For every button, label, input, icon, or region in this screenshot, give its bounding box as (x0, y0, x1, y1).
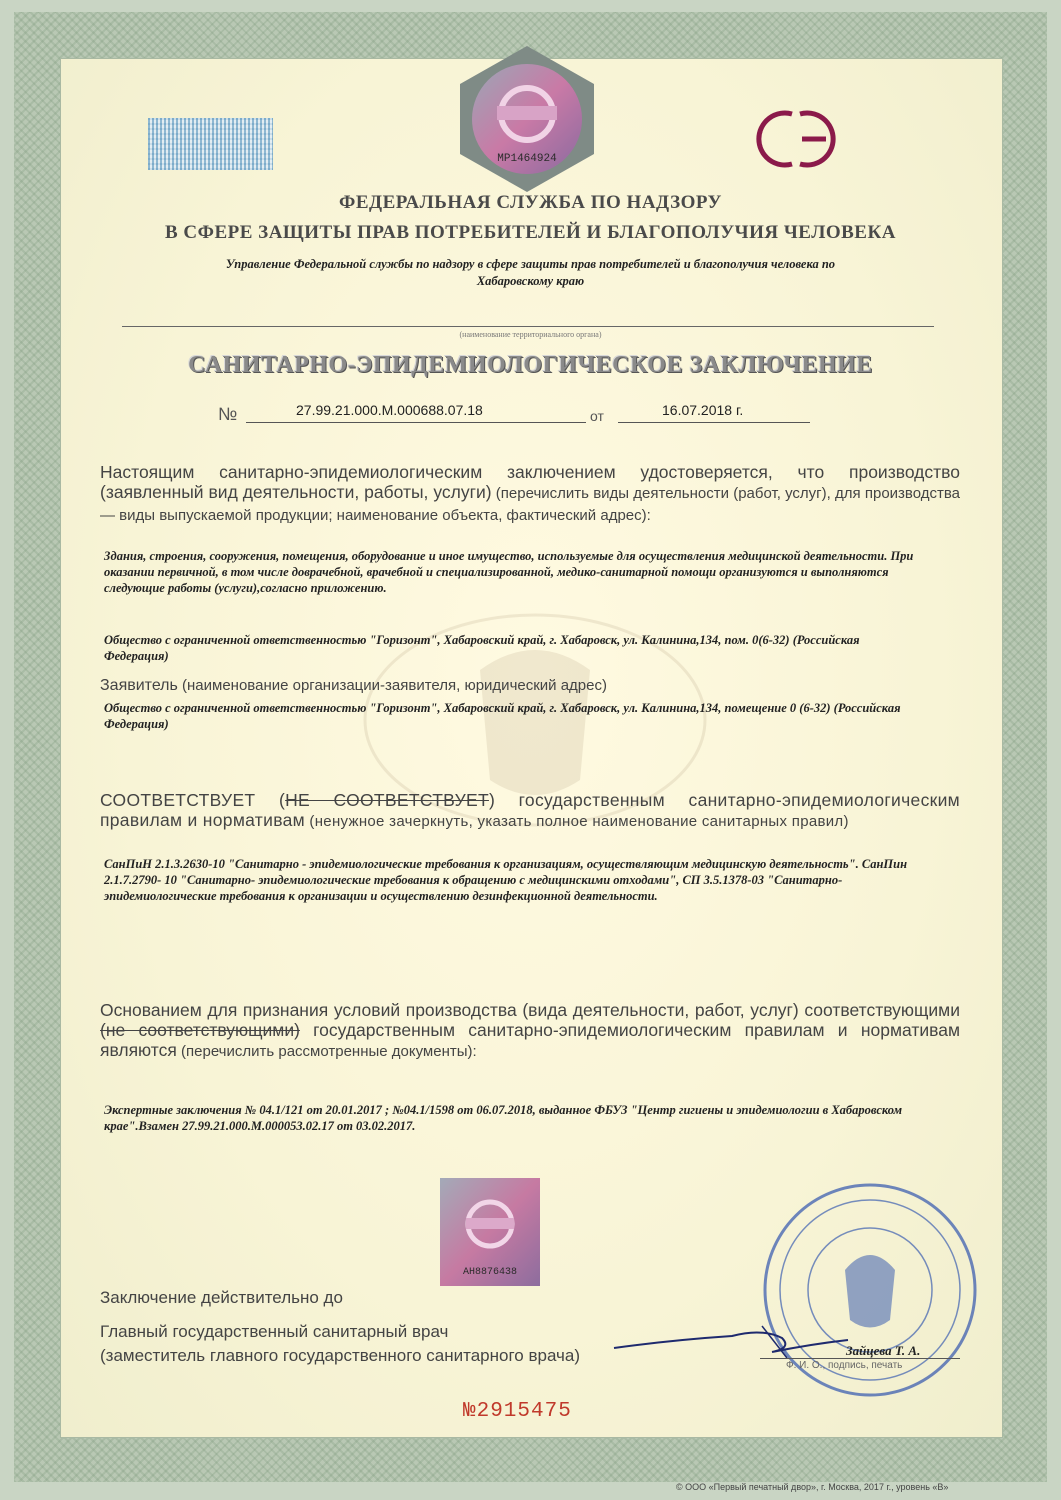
blank-serial-number: №2915475 (463, 1400, 572, 1423)
chief-doctor-line2: (заместитель главного государственного санитарного врача) (100, 1346, 580, 1365)
basis-struck: (не соответствующими) (100, 1020, 300, 1040)
territorial-body-line2: Хабаровскому краю (476, 274, 585, 288)
conformity-word: СООТВЕТСТВУЕТ (100, 790, 256, 810)
from-label: от (590, 408, 604, 424)
security-pattern (148, 118, 273, 170)
agency-title-line2: В СФЕРЕ ЗАЩИТЫ ПРАВ ПОТРЕБИТЕЛЕЙ И БЛАГОПОЛУЧИЯ ЧЕЛОВЕКА (165, 222, 896, 243)
basis-note: (перечислить рассмотренные документы): (176, 1043, 477, 1060)
object-address: Общество с ограниченной ответственностью "Горизонт", Хабаровский край, г. Хабаровск, ул. Калинина,134, пом. 0(6-32) (Российская Федерация) (104, 633, 860, 663)
basis-paragraph (100, 1000, 960, 1062)
conformity-struck: НЕ СООТВЕТСТВУЕТ (285, 790, 489, 810)
applicant-value: Общество с ограниченной ответственностью "Горизонт", Хабаровский край, г. Хабаровск, ул. Калинина,134, помещение 0 (6-32) (Российская Федерация) (104, 701, 901, 731)
sanitary-rules: СанПиН 2.1.3.2630-10 "Санитарно - эпидемиологические требования к организациям, осуществляющим медицинскую деятельность". СанПин 2.1.7.2790- 10 "Санитарно- эпидемиологические требования к обращению с медицинскими отходами", СП 3.5.1378-03 "Санитарно- эпидемиологические требования к организации и осуществлению дезинфекционной деятельности. (104, 857, 908, 903)
certifies-paragraph (100, 462, 960, 526)
valid-until-label: Заключение действительно до (100, 1288, 343, 1307)
basis-documents: Экспертные заключения № 04.1/121 от 20.01.2017 ; №04.1/1598 от 06.07.2018, выданное ФБУЗ "Центр гигиены и эпидемиологии в Хабаровском крае".Взамен 27.99.21.000.М.000053.02.17 от 03.02.2017. (104, 1103, 903, 1133)
territorial-body-line1: Управление Федеральной службы по надзору в сфере защиты прав потребителей и благополучия человека по (225, 257, 836, 271)
chief-doctor-line1: Главный государственный санитарный врач (100, 1322, 449, 1341)
date-underline (618, 422, 810, 423)
conformity-note: (ненужное зачеркнуть, указать полное наименование санитарных правил) (304, 813, 849, 830)
document-date: 16.07.2018 г. (662, 402, 744, 418)
basis-rest: государственным санитарно-эпидемиологическим правилам и нормативам являются (100, 1020, 960, 1060)
certifies-note: (перечислить виды деятельности (работ, услуг), для производства — виды выпускаемой продукции; наименование объекта, фактический адрес): (100, 485, 961, 524)
signer-name: Зайцева Т. А. (846, 1343, 921, 1358)
number-underline (246, 422, 586, 423)
se-logo-icon (752, 104, 840, 174)
hologram-emblem-bottom (440, 1178, 540, 1286)
document-number-row (0, 400, 1061, 430)
certifies-lead: Настоящим санитарно-эпидемиологическим заключением удостоверяется, что производство (заявленный вид деятельности, работы, услуги) (100, 462, 960, 502)
territorial-underline (122, 326, 934, 327)
document-number: 27.99.21.000.М.000688.07.18 (296, 402, 483, 418)
applicant-label: Заявитель (100, 677, 178, 694)
territorial-caption: (наименование территориального органа) (459, 330, 602, 339)
hologram-code-bottom: АН8876438 (462, 1267, 518, 1278)
conformity-paragraph: СООТВЕТСТВУЕТ (НЕ СООТВЕТСТВУЕТ) государственным санитарно-эпидемиологическим правилам и нормативам (ненужное зачеркнуть, указать полное наименование санитарных правил) (100, 790, 960, 830)
activity-description: Здания, строения, сооружения, помещения, оборудование и иное имущество, используемые для осуществления медицинской деятельности. При оказании первичной, в том числе доврачебной, врачебной и специализированной, медико-санитарной помощи организуются и выполняются следующие работы (услуги),согласно приложению. (104, 549, 914, 595)
agency-title-line1: ФЕДЕРАЛЬНАЯ СЛУЖБА ПО НАДЗОРУ (339, 192, 722, 213)
number-sign: № (218, 404, 238, 424)
conformity-rest: государственным санитарно-эпидемиологическим правилам и нормативам (100, 790, 960, 830)
applicant-heading (100, 676, 960, 696)
hologram-emblem-top (452, 44, 602, 194)
signer-caption: Ф. И. О., подпись, печать (786, 1360, 903, 1371)
document-title: САНИТАРНО-ЭПИДЕМИОЛОГИЧЕСКОЕ ЗАКЛЮЧЕНИЕ (188, 352, 873, 378)
printer-imprint: © ООО «Первый печатный двор», г. Москва, 2017 г., уровень «В» (676, 1482, 949, 1492)
hologram-code-top: МР1464924 (497, 153, 557, 165)
basis-lead: Основанием для признания условий производства (вида деятельности, работ, услуг) соответствующими (100, 1000, 960, 1020)
applicant-note: (наименование организации-заявителя, юридический адрес) (177, 677, 607, 694)
